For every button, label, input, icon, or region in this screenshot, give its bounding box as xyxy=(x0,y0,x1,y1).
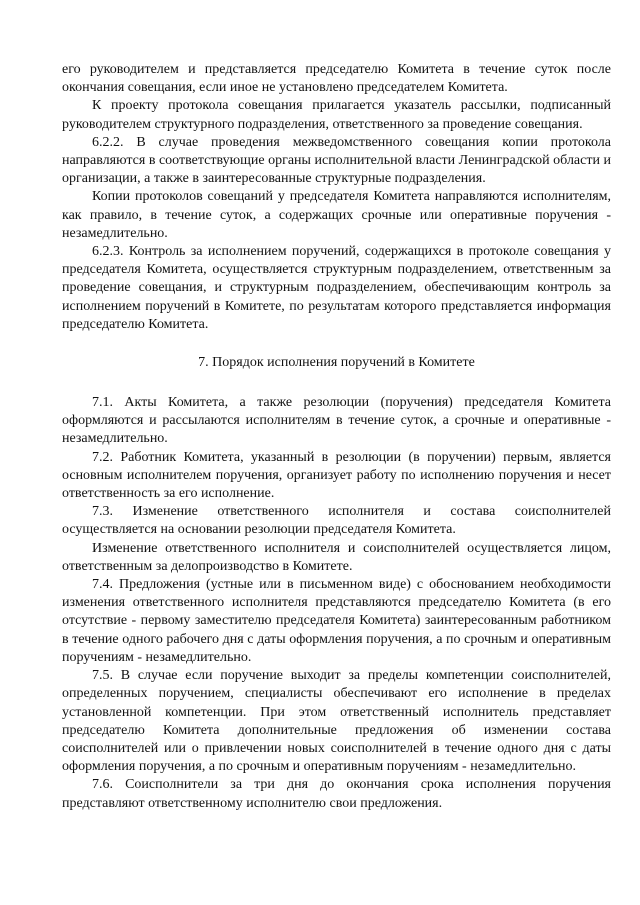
paragraph-7-6: 7.6. Соисполнители за три дня до окончания срока исполнения поручения представляют ответственному исполнителю свои предложения. xyxy=(62,777,611,811)
paragraph-continuation: его руководителем и представляется председателю Комитета в течение суток после окончания совещания, если иное не установлено председателем Комитета. xyxy=(62,62,611,96)
paragraph-7-3-continued: Изменение ответственного исполнителя и соисполнителей осуществляется лицом, ответственным за делопроизводство в Комитете. xyxy=(62,540,611,574)
paragraph-7-4: 7.4. Предложения (устные или в письменном виде) с обоснованием необходимости изменения ответственного исполнителя представляются председателю Комитета (в его отсутствие - первому заместителю председателя Комитета) заинтересованным работником в течение одного рабочего дня с даты оформления поручения, а по срочным и оперативным поручениям - незамедлительно. xyxy=(62,577,611,665)
paragraph-6-2-2: 6.2.2. В случае проведения межведомственного совещания копии протокола направляются в соответствующие органы исполнительной власти Ленинградской области и организации, а также в заинтересованные структурные подразделения. xyxy=(62,134,611,187)
paragraph-6-2-3: 6.2.3. Контроль за исполнением поручений, содержащихся в протоколе совещания у председателя Комитета, осуществляется структурным подразделением, ответственным за проведение совещания, и структурным подразделением, обеспечивающим контроль за исполнением поручений в Комитете, по результатам которого представляется информация председателю Комитета. xyxy=(62,244,611,332)
paragraph-protocol-copies: Копии протоколов совещаний у председателя Комитета направляются исполнителям, как правило, в течение суток, а содержащих срочные или оперативные поручения - незамедлительно. xyxy=(62,189,611,241)
paragraph-7-1: 7.1. Акты Комитета, а также резолюции (поручения) председателя Комитета оформляются и рассылаются исполнителям в течение суток, а срочные и оперативные - незамедлительно. xyxy=(62,395,611,447)
paragraph-distribution-list: К проекту протокола совещания прилагается указатель рассылки, подписанный руководителем структурного подразделения, ответственного за проведение совещания. xyxy=(62,98,611,132)
section-7-heading: 7. Порядок исполнения поручений в Комитете xyxy=(198,355,475,371)
paragraph-7-3: 7.3. Изменение ответственного исполнителя и состава соисполнителей осуществляется на основании резолюции председателя Комитета. xyxy=(62,504,611,538)
paragraph-7-5: 7.5. В случае если поручение выходит за пределы компетенции соисполнителей, определенных поручением, специалисты обеспечивают его исполнение в пределах установленной компетенции. При этом ответственный исполнитель представляет председателю Комитета дополнительные предложения об изменении состава соисполнителей или о привлечении новых соисполнителей в течение одного дня с даты оформления поручения, а по срочным и оперативным поручениям - незамедлительно. xyxy=(62,668,611,775)
paragraph-7-2: 7.2. Работник Комитета, указанный в резолюции (в поручении) первым, является основным исполнителем поручения, организует работу по исполнению поручения и несет ответственность за его исполнение. xyxy=(62,449,611,502)
